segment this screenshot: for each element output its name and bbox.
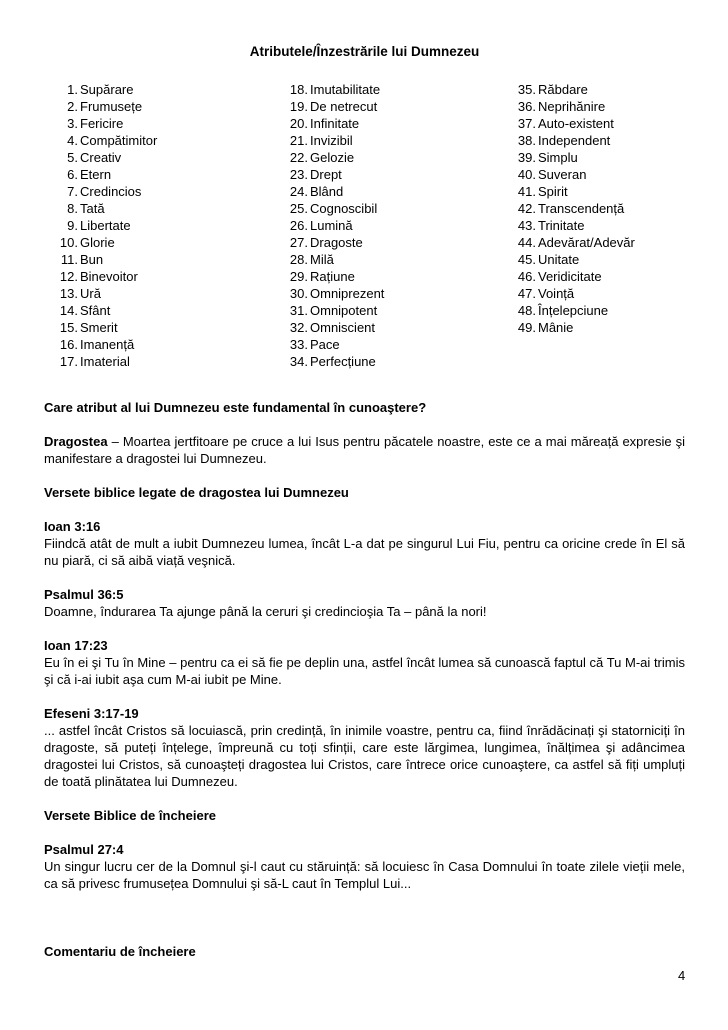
attribute-label: Etern xyxy=(80,167,112,182)
verse-text: Fiindcă atât de mult a iubit Dumnezeu lumea, încât L-a dat pe singurul Lui Fiu, pentru ca oricine crede în El să nu piară, ci să aibă viață veşnică. xyxy=(44,536,685,568)
attribute-label: Milă xyxy=(310,252,334,267)
attribute-item xyxy=(44,268,157,285)
attribute-item xyxy=(44,251,157,268)
closing-heading: Versete Biblice de încheiere xyxy=(44,808,216,823)
attribute-label: Compătimitor xyxy=(80,133,158,148)
attribute-number: 39. xyxy=(517,150,536,165)
question-heading: Care atribut al lui Dumnezeu este fundamental în cunoaştere? xyxy=(44,400,427,415)
attribute-item xyxy=(44,149,157,166)
attribute-item xyxy=(504,183,635,200)
attribute-item xyxy=(276,149,384,166)
attribute-label: Rațiune xyxy=(310,269,355,284)
attribute-item xyxy=(44,166,157,183)
attribute-label: Înțelepciune xyxy=(538,303,609,318)
attribute-label: Pace xyxy=(310,337,340,352)
attribute-item xyxy=(276,234,384,251)
attribute-item xyxy=(276,132,384,149)
attribute-item xyxy=(504,200,635,217)
attribute-label: Suveran xyxy=(538,167,587,182)
attribute-label: Imanență xyxy=(80,337,135,352)
attribute-label: Imutabilitate xyxy=(310,82,381,97)
verse-reference: Efeseni 3:17-19 xyxy=(44,706,139,721)
attribute-label: Binevoitor xyxy=(80,269,138,284)
attribute-label: Infinitate xyxy=(310,116,360,131)
attribute-label: Transcendență xyxy=(538,201,625,216)
comment-heading: Comentariu de încheiere xyxy=(44,944,196,959)
attribute-label: Omniprezent xyxy=(310,286,385,301)
attribute-item xyxy=(276,319,384,336)
page-title: Atributele/Înzestrările lui Dumnezeu xyxy=(249,44,480,59)
attribute-number: 27. xyxy=(289,235,308,250)
attribute-label: Omnipotent xyxy=(310,303,378,318)
attribute-number: 13. xyxy=(59,286,78,301)
attribute-label: Glorie xyxy=(80,235,115,250)
attribute-number: 44. xyxy=(517,235,536,250)
attribute-number: 45. xyxy=(517,252,536,267)
attribute-label: Spirit xyxy=(538,184,568,199)
attribute-label: Creativ xyxy=(80,150,122,165)
attribute-number: 32. xyxy=(289,320,308,335)
attribute-number: 1. xyxy=(67,82,78,97)
attribute-label: Voință xyxy=(538,286,575,301)
attribute-number: 7. xyxy=(67,184,78,199)
attribute-item xyxy=(504,217,635,234)
attribute-item xyxy=(44,183,157,200)
attribute-item xyxy=(44,319,157,336)
attribute-number: 24. xyxy=(289,184,308,199)
attribute-label: Unitate xyxy=(538,252,580,267)
attribute-label: Supărare xyxy=(80,82,134,97)
attribute-label: Frumusețe xyxy=(80,99,143,114)
attribute-number: 48. xyxy=(517,303,536,318)
attribute-item xyxy=(44,115,157,132)
attribute-label: Perfecțiune xyxy=(310,354,376,369)
attribute-item xyxy=(276,115,384,132)
verse-reference: Ioan 17:23 xyxy=(44,638,108,653)
document-body xyxy=(44,399,685,960)
attribute-number: 42. xyxy=(517,201,536,216)
attribute-number: 15. xyxy=(59,320,78,335)
closing-verse-text: Un singur lucru cer de la Domnul şi-l caut cu stăruință: să locuiesc în Casa Domnului în toate zilele vieții mele, ca să privesc frumusețea Domnului şi să-L caut în Templul Lui... xyxy=(44,859,685,891)
attribute-item xyxy=(276,268,384,285)
attribute-number: 22. xyxy=(289,150,308,165)
answer-term: Dragostea xyxy=(44,434,108,449)
attribute-item xyxy=(504,268,635,285)
verse-reference: Psalmul 36:5 xyxy=(44,587,124,602)
attribute-number: 30. xyxy=(289,286,308,301)
attribute-item xyxy=(276,166,384,183)
verse-text: Doamne, îndurarea Ta ajunge până la ceruri şi credincioşia Ta – până la nori! xyxy=(44,604,487,619)
attribute-label: Veridicitate xyxy=(538,269,602,284)
attribute-item xyxy=(504,302,635,319)
attribute-label: Adevărat/Adevăr xyxy=(538,235,635,250)
attribute-label: Imaterial xyxy=(80,354,130,369)
attribute-label: Drept xyxy=(310,167,342,182)
attribute-label: Fericire xyxy=(80,116,124,131)
attribute-label: Sfânt xyxy=(80,303,111,318)
attribute-item xyxy=(504,81,635,98)
attributes-list xyxy=(44,81,685,371)
attribute-item xyxy=(504,319,635,336)
attribute-item xyxy=(276,183,384,200)
attribute-number: 10. xyxy=(59,235,78,250)
attributes-column-2 xyxy=(276,81,384,370)
attribute-label: Simplu xyxy=(538,150,578,165)
attribute-number: 35. xyxy=(517,82,536,97)
attribute-item xyxy=(276,302,384,319)
attribute-number: 12. xyxy=(59,269,78,284)
attribute-item xyxy=(276,336,384,353)
attribute-number: 11. xyxy=(60,252,78,267)
attribute-number: 36. xyxy=(517,99,536,114)
attribute-number: 3. xyxy=(67,116,78,131)
attribute-label: Libertate xyxy=(80,218,131,233)
attribute-label: Bun xyxy=(80,252,104,267)
attribute-number: 34. xyxy=(289,354,308,369)
attribute-number: 38. xyxy=(517,133,536,148)
attributes-column-1 xyxy=(44,81,157,370)
attribute-item xyxy=(504,98,635,115)
attribute-number: 5. xyxy=(67,150,78,165)
closing-verse-reference: Psalmul 27:4 xyxy=(44,842,124,857)
attribute-number: 46. xyxy=(517,269,536,284)
attribute-item xyxy=(44,336,157,353)
attribute-number: 40. xyxy=(517,167,536,182)
attribute-label: Invizibil xyxy=(310,133,353,148)
attribute-item xyxy=(44,200,157,217)
attribute-number: 14. xyxy=(59,303,78,318)
attribute-number: 23. xyxy=(289,167,308,182)
attribute-number: 33. xyxy=(289,337,308,352)
attribute-label: Omniscient xyxy=(310,320,376,335)
attribute-item xyxy=(276,217,384,234)
attribute-item xyxy=(276,251,384,268)
attribute-label: Independent xyxy=(538,133,611,148)
attribute-label: Mânie xyxy=(538,320,574,335)
attribute-number: 19. xyxy=(289,99,308,114)
attribute-item xyxy=(44,98,157,115)
attribute-item xyxy=(276,98,384,115)
attribute-label: Credincios xyxy=(80,184,142,199)
attribute-item xyxy=(44,132,157,149)
attribute-label: Ură xyxy=(80,286,101,301)
attribute-number: 21. xyxy=(289,133,308,148)
attribute-number: 28. xyxy=(289,252,308,267)
attribute-item xyxy=(504,132,635,149)
attribute-number: 16. xyxy=(59,337,78,352)
attribute-number: 43. xyxy=(517,218,536,233)
attribute-label: Dragoste xyxy=(310,235,363,250)
attribute-label: Neprihănire xyxy=(538,99,606,114)
attribute-number: 2. xyxy=(67,99,78,114)
attribute-label: Tată xyxy=(80,201,105,216)
attribute-item xyxy=(504,285,635,302)
attribute-number: 26. xyxy=(289,218,308,233)
attribute-number: 18. xyxy=(289,82,308,97)
attribute-item xyxy=(44,302,157,319)
attribute-label: Lumină xyxy=(310,218,353,233)
answer-text: – Moartea jertfitoare pe cruce a lui Isus pentru păcatele noastre, este ce a mai măreață expresie şi manifestare a dragostei lui Dumnezeu. xyxy=(44,434,685,466)
verse-reference: Ioan 3:16 xyxy=(44,519,101,534)
attribute-label: Auto-existent xyxy=(538,116,614,131)
attribute-number: 8. xyxy=(67,201,78,216)
attribute-label: Răbdare xyxy=(538,82,588,97)
verse-text: Eu în ei şi Tu în Mine – pentru ca ei să fie pe deplin una, astfel încât lumea să cunoască faptul că Tu M-ai trimis şi că i-ai iubit aşa cum M-ai iubit pe Mine. xyxy=(44,655,685,687)
verses-heading: Versete biblice legate de dragostea lui Dumnezeu xyxy=(44,485,349,500)
attribute-item xyxy=(44,234,157,251)
attribute-label: Cognoscibil xyxy=(310,201,378,216)
attribute-item xyxy=(276,353,384,370)
attribute-item xyxy=(44,217,157,234)
answer-paragraph xyxy=(44,433,685,467)
attribute-number: 9. xyxy=(67,218,78,233)
attribute-item xyxy=(44,285,157,302)
attribute-number: 25. xyxy=(289,201,308,216)
verse-text: ... astfel încât Cristos să locuiască, prin credință, în inimile voastre, pentru ca, fiind înrădăcinați şi statorniciți în dragoste, să puteți înțelege, împreună cu toți sfinții, care este lărgimea, lungimea, înălțimea şi adâncimea dragostei lui Cristos, să cunoaşteți dragostea lui Cristos, care întrece orice cunoaştere, ca astfel să fiți umpluți de toată plinătatea lui Dumnezeu. xyxy=(44,723,685,789)
attribute-item xyxy=(504,234,635,251)
page-number: 4 xyxy=(678,968,686,983)
attribute-number: 31. xyxy=(289,303,308,318)
attribute-label: De netrecut xyxy=(310,99,378,114)
attribute-label: Gelozie xyxy=(310,150,355,165)
attribute-label: Smerit xyxy=(80,320,118,335)
attribute-item xyxy=(504,115,635,132)
attribute-number: 20. xyxy=(289,116,308,131)
attribute-number: 17. xyxy=(59,354,78,369)
attribute-item xyxy=(276,200,384,217)
attribute-item xyxy=(44,353,157,370)
attribute-number: 4. xyxy=(67,133,78,148)
attribute-number: 41. xyxy=(517,184,536,199)
attribute-label: Blând xyxy=(310,184,344,199)
attribute-number: 49. xyxy=(517,320,536,335)
attributes-column-3 xyxy=(504,81,635,336)
attribute-number: 47. xyxy=(517,286,536,301)
attribute-number: 6. xyxy=(67,167,78,182)
attribute-number: 37. xyxy=(517,116,536,131)
attribute-item xyxy=(504,149,635,166)
attribute-number: 29. xyxy=(289,269,308,284)
attribute-item xyxy=(276,285,384,302)
attribute-item xyxy=(504,251,635,268)
attribute-item xyxy=(276,81,384,98)
attribute-label: Trinitate xyxy=(538,218,585,233)
attribute-item xyxy=(44,81,157,98)
attribute-item xyxy=(504,166,635,183)
